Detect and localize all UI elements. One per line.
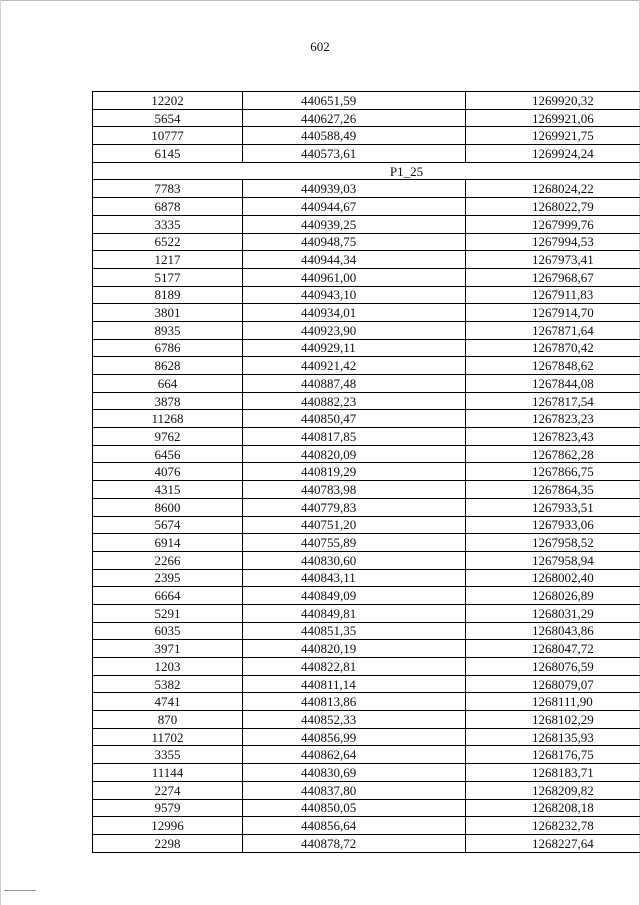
y-coordinate-cell: 1267994,53 (466, 233, 640, 251)
x-coordinate-cell: 440934,01 (243, 304, 466, 322)
point-number-cell: 11144 (93, 764, 243, 782)
y-coordinate-cell: 1268076,59 (466, 658, 640, 676)
point-number-cell: 11702 (93, 728, 243, 746)
y-coordinate-cell: 1269921,06 (466, 109, 640, 127)
scan-footer-mark (4, 890, 36, 891)
point-number-cell: 1203 (93, 658, 243, 676)
y-coordinate-cell: 1268135,93 (466, 728, 640, 746)
x-coordinate-cell: 440944,67 (243, 198, 466, 216)
point-number-cell: 6145 (93, 145, 243, 163)
x-coordinate-cell: 440887,48 (243, 375, 466, 393)
y-coordinate-cell: 1268111,90 (466, 693, 640, 711)
table-row (93, 215, 640, 233)
table-row (93, 658, 640, 676)
point-number-cell: 3801 (93, 304, 243, 322)
x-coordinate-cell: 440944,34 (243, 251, 466, 269)
table-row (93, 375, 640, 393)
table-row (93, 445, 640, 463)
table-row (93, 551, 640, 569)
point-number-cell: 9762 (93, 428, 243, 446)
table-row (93, 180, 640, 198)
y-coordinate-cell: 1267933,51 (466, 498, 640, 516)
y-coordinate-cell: 1268176,75 (466, 746, 640, 764)
x-coordinate-cell: 440943,10 (243, 286, 466, 304)
point-number-cell: 8935 (93, 321, 243, 339)
y-coordinate-cell: 1269921,75 (466, 127, 640, 145)
x-coordinate-cell: 440961,00 (243, 268, 466, 286)
table-row (93, 746, 640, 764)
x-coordinate-cell: 440755,89 (243, 534, 466, 552)
page-number: 602 (310, 39, 330, 54)
point-number-cell: 2274 (93, 781, 243, 799)
point-number-cell: 870 (93, 711, 243, 729)
point-number-cell: 12202 (93, 92, 243, 110)
table-row (93, 233, 640, 251)
point-number-cell: 2266 (93, 551, 243, 569)
y-coordinate-cell: 1268002,40 (466, 569, 640, 587)
table-row (93, 428, 640, 446)
table-row (93, 286, 640, 304)
x-coordinate-cell: 440939,03 (243, 180, 466, 198)
y-coordinate-cell: 1268209,82 (466, 781, 640, 799)
x-coordinate-cell: 440851,35 (243, 622, 466, 640)
point-number-cell: 6035 (93, 622, 243, 640)
point-number-cell: 12996 (93, 817, 243, 835)
x-coordinate-cell: 440783,98 (243, 481, 466, 499)
table-row (93, 498, 640, 516)
point-number-cell: 664 (93, 375, 243, 393)
y-coordinate-cell: 1268031,29 (466, 604, 640, 622)
table-row (93, 622, 640, 640)
y-coordinate-cell: 1268232,78 (466, 817, 640, 835)
y-coordinate-cell: 1267973,41 (466, 251, 640, 269)
x-coordinate-cell: 440830,60 (243, 551, 466, 569)
point-number-cell: 3878 (93, 392, 243, 410)
table-row (93, 251, 640, 269)
table-row (93, 711, 640, 729)
coordinates-table (92, 91, 640, 853)
y-coordinate-cell: 1267864,35 (466, 481, 640, 499)
point-number-cell: 7783 (93, 180, 243, 198)
y-coordinate-cell: 1268047,72 (466, 640, 640, 658)
point-number-cell: 4076 (93, 463, 243, 481)
point-number-cell: 10777 (93, 127, 243, 145)
point-number-cell: 6522 (93, 233, 243, 251)
table-row (93, 410, 640, 428)
x-coordinate-cell: 440843,11 (243, 569, 466, 587)
point-number-cell: 6664 (93, 587, 243, 605)
y-coordinate-cell: 1268183,71 (466, 764, 640, 782)
x-coordinate-cell: 440856,99 (243, 728, 466, 746)
y-coordinate-cell: 1267844,08 (466, 375, 640, 393)
y-coordinate-cell: 1267862,28 (466, 445, 640, 463)
table-row (93, 463, 640, 481)
y-coordinate-cell: 1268043,86 (466, 622, 640, 640)
table-row (93, 587, 640, 605)
x-coordinate-cell: 440921,42 (243, 357, 466, 375)
point-number-cell: 1217 (93, 251, 243, 269)
x-coordinate-cell: 440779,83 (243, 498, 466, 516)
y-coordinate-cell: 1267870,42 (466, 339, 640, 357)
y-coordinate-cell: 1268024,22 (466, 180, 640, 198)
y-coordinate-cell: 1267823,23 (466, 410, 640, 428)
point-number-cell: 2298 (93, 834, 243, 852)
y-coordinate-cell: 1267823,43 (466, 428, 640, 446)
point-number-cell: 8189 (93, 286, 243, 304)
x-coordinate-cell: 440850,47 (243, 410, 466, 428)
table-row (93, 304, 640, 322)
table-row (93, 198, 640, 216)
point-number-cell: 6878 (93, 198, 243, 216)
table-row (93, 675, 640, 693)
x-coordinate-cell: 440882,23 (243, 392, 466, 410)
x-coordinate-cell: 440850,05 (243, 799, 466, 817)
x-coordinate-cell: 440849,81 (243, 604, 466, 622)
table-row (93, 516, 640, 534)
table-row (93, 534, 640, 552)
x-coordinate-cell: 440929,11 (243, 339, 466, 357)
y-coordinate-cell: 1268022,79 (466, 198, 640, 216)
table-row (93, 781, 640, 799)
x-coordinate-cell: 440923,90 (243, 321, 466, 339)
table-row (93, 640, 640, 658)
y-coordinate-cell: 1267911,83 (466, 286, 640, 304)
section-title: Р1_25 (93, 162, 640, 180)
x-coordinate-cell: 440820,09 (243, 445, 466, 463)
point-number-cell: 5382 (93, 675, 243, 693)
x-coordinate-cell: 440939,25 (243, 215, 466, 233)
table-row (93, 109, 640, 127)
y-coordinate-cell: 1267871,64 (466, 321, 640, 339)
x-coordinate-cell: 440819,29 (243, 463, 466, 481)
x-coordinate-cell: 440830,69 (243, 764, 466, 782)
table-row (93, 693, 640, 711)
point-number-cell: 8600 (93, 498, 243, 516)
point-number-cell: 6786 (93, 339, 243, 357)
y-coordinate-cell: 1267958,52 (466, 534, 640, 552)
x-coordinate-cell: 440627,26 (243, 109, 466, 127)
point-number-cell: 5177 (93, 268, 243, 286)
x-coordinate-cell: 440651,59 (243, 92, 466, 110)
table-row (93, 817, 640, 835)
scan-top-edge (0, 0, 640, 1)
x-coordinate-cell: 440817,85 (243, 428, 466, 446)
y-coordinate-cell: 1267968,67 (466, 268, 640, 286)
point-number-cell: 5654 (93, 109, 243, 127)
x-coordinate-cell: 440856,64 (243, 817, 466, 835)
table-row (93, 764, 640, 782)
point-number-cell: 4741 (93, 693, 243, 711)
table-row (93, 728, 640, 746)
section-header-row (93, 162, 640, 180)
point-number-cell: 5674 (93, 516, 243, 534)
x-coordinate-cell: 440878,72 (243, 834, 466, 852)
y-coordinate-cell: 1267866,75 (466, 463, 640, 481)
y-coordinate-cell: 1269920,32 (466, 92, 640, 110)
point-number-cell: 4315 (93, 481, 243, 499)
point-number-cell: 3971 (93, 640, 243, 658)
y-coordinate-cell: 1267999,76 (466, 215, 640, 233)
y-coordinate-cell: 1267848,62 (466, 357, 640, 375)
table-row (93, 604, 640, 622)
x-coordinate-cell: 440588,49 (243, 127, 466, 145)
y-coordinate-cell: 1268079,07 (466, 675, 640, 693)
x-coordinate-cell: 440573,61 (243, 145, 466, 163)
table-row (93, 92, 640, 110)
point-number-cell: 2395 (93, 569, 243, 587)
coordinates-table-body (93, 92, 640, 853)
point-number-cell: 11268 (93, 410, 243, 428)
x-coordinate-cell: 440820,19 (243, 640, 466, 658)
y-coordinate-cell: 1267914,70 (466, 304, 640, 322)
x-coordinate-cell: 440862,64 (243, 746, 466, 764)
x-coordinate-cell: 440811,14 (243, 675, 466, 693)
table-row (93, 357, 640, 375)
y-coordinate-cell: 1267817,54 (466, 392, 640, 410)
table-row (93, 268, 640, 286)
x-coordinate-cell: 440852,33 (243, 711, 466, 729)
x-coordinate-cell: 440837,80 (243, 781, 466, 799)
point-number-cell: 9579 (93, 799, 243, 817)
table-row (93, 799, 640, 817)
x-coordinate-cell: 440813,86 (243, 693, 466, 711)
point-number-cell: 5291 (93, 604, 243, 622)
point-number-cell: 3335 (93, 215, 243, 233)
x-coordinate-cell: 440948,75 (243, 233, 466, 251)
y-coordinate-cell: 1269924,24 (466, 145, 640, 163)
point-number-cell: 6914 (93, 534, 243, 552)
y-coordinate-cell: 1268102,29 (466, 711, 640, 729)
table-row (93, 392, 640, 410)
table-row (93, 569, 640, 587)
point-number-cell: 3355 (93, 746, 243, 764)
table-row (93, 339, 640, 357)
table-row (93, 127, 640, 145)
x-coordinate-cell: 440751,20 (243, 516, 466, 534)
point-number-cell: 6456 (93, 445, 243, 463)
table-row (93, 145, 640, 163)
table-row (93, 321, 640, 339)
y-coordinate-cell: 1268227,64 (466, 834, 640, 852)
x-coordinate-cell: 440849,09 (243, 587, 466, 605)
scan-left-edge (0, 0, 1, 905)
point-number-cell: 8628 (93, 357, 243, 375)
y-coordinate-cell: 1267958,94 (466, 551, 640, 569)
table-row (93, 834, 640, 852)
y-coordinate-cell: 1268026,89 (466, 587, 640, 605)
table-row (93, 481, 640, 499)
y-coordinate-cell: 1268208,18 (466, 799, 640, 817)
y-coordinate-cell: 1267933,06 (466, 516, 640, 534)
x-coordinate-cell: 440822,81 (243, 658, 466, 676)
